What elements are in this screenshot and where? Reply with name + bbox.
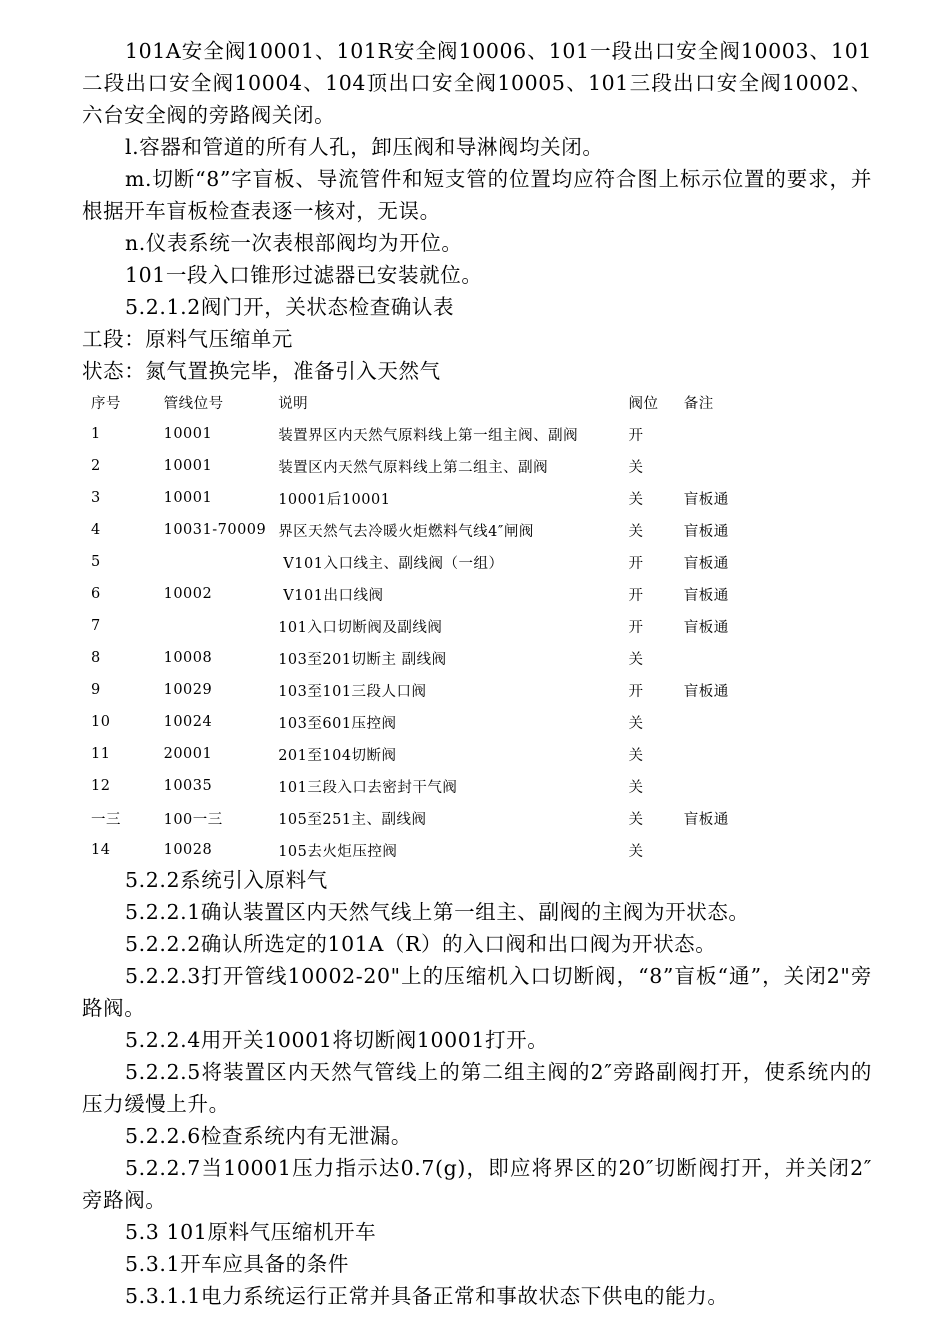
paragraph-5-2-2-4: 5.2.2.4用开关10001将切断阀10001打开。 [125,1028,549,1052]
table-row [82,578,782,610]
table-row [82,418,782,450]
cell-remark: 盲板通 [683,619,729,636]
cell-valve-position: 关 [628,491,644,508]
cell-remark [684,642,782,674]
cell-description: V101入口线主、副线阀（一组） [278,555,504,572]
cell-seq: 6 [91,586,101,602]
paragraph-5-3-1-1: 5.3.1.1电力系统运行正常并具备正常和事故状态下供电的能力。 [125,1284,729,1308]
cell-valve-position: 开 [628,427,644,444]
cell-seq: 8 [91,650,101,666]
cell-line-no: 20001 [163,746,213,762]
cell-line-no: 10002 [163,586,213,602]
cell-remark [684,834,782,866]
cell-description: 105至251主、副线阀 [278,811,427,828]
cell-remark: 盲板通 [683,523,729,540]
cell-valve-position: 关 [628,651,644,668]
table-row [82,642,782,674]
cell-valve-position: 开 [628,683,644,700]
paragraph-5-2-2-5: 5.2.2.5将装置区内天然气管线上的第二组主阀的2″旁路副阀打开，使系统内的压力缓慢上升。 [82,1060,872,1116]
cell-valve-position: 开 [628,555,644,572]
paragraph-safety-valves: 101A安全阀10001、101R安全阀10006、101一段出口安全阀10003、101二段出口安全阀10004、104顶出口安全阀10005、101三段出口安全阀10002、六台安全阀的旁路阀关闭。 [82,39,872,127]
table-row [82,482,782,514]
cell-seq: 3 [91,490,101,506]
cell-seq: 一三 [91,811,121,828]
cell-line-no: 10024 [163,714,213,730]
cell-description: 10001后10001 [278,491,391,508]
paragraph-5-2-2-1: 5.2.2.1确认装置区内天然气线上第一组主、副阀的主阀为开状态。 [125,900,750,924]
cell-valve-position: 关 [628,779,644,796]
table-row [82,450,782,482]
cell-line-no: 10008 [163,650,213,666]
cell-line-no: 10028 [163,842,213,858]
cell-seq: 11 [91,746,111,762]
cell-line-no: 10029 [163,682,213,698]
cell-description: 105去火炬压控阀 [278,843,398,860]
cell-seq: 14 [91,842,111,858]
cell-description: 界区天然气去冷暖火炬燃料气线4″闸阀 [278,523,534,540]
cell-remark [684,706,782,738]
table-header-row [82,386,782,418]
paragraph-filter: 101一段入口锥形过滤器已安装就位。 [125,263,483,287]
cell-seq: 9 [91,682,101,698]
cell-seq: 7 [91,618,101,634]
header-description: 说明 [278,395,309,412]
cell-line-no: 10001 [163,458,213,474]
section-heading-5-3: 5.3 101原料气压缩机开车 [125,1220,377,1244]
cell-valve-position: 关 [628,843,644,860]
cell-description: 装置区内天然气原料线上第二组主、副阀 [278,459,549,476]
header-remark: 备注 [683,395,714,412]
paragraph-5-2-2-3: 5.2.2.3打开管线10002-20"上的压缩机入口切断阀，“8”盲板“通”，关闭2"旁路阀。 [82,964,872,1020]
cell-remark: 盲板通 [683,811,729,828]
paragraph-item-l: l.容器和管道的所有人孔，卸压阀和导淋阀均关闭。 [125,135,604,159]
cell-line-no [164,610,279,642]
cell-valve-position: 关 [628,811,644,828]
cell-remark [684,738,782,770]
paragraph-5-2-2-6: 5.2.2.6检查系统内有无泄漏。 [125,1124,412,1148]
cell-valve-position: 开 [628,587,644,604]
table-row [82,514,782,546]
cell-seq: 2 [91,458,101,474]
cell-description: 103至601压控阀 [278,715,397,732]
status-label: 状态：氮气置换完毕，准备引入天然气 [82,359,441,383]
cell-line-no [164,546,279,578]
table-row [82,770,782,802]
cell-remark: 盲板通 [683,555,729,572]
paragraph-5-2-2-2: 5.2.2.2确认所选定的101A（R）的入口阀和出口阀为开状态。 [125,932,717,956]
section-heading-5-2-1-2: 5.2.1.2阀门开，关状态检查确认表 [125,295,455,319]
paragraph-item-n: n.仪表系统一次表根部阀均为开位。 [125,231,463,255]
section-heading-5-2-2: 5.2.2系统引入原料气 [125,868,328,892]
cell-line-no: 10031-70009 [163,522,267,538]
header-seq: 序号 [91,395,121,412]
table-row [82,674,782,706]
cell-description: 101三段入口去密封干气阀 [278,779,458,796]
cell-seq: 4 [91,522,101,538]
table-row [82,706,782,738]
cell-description: 101入口切断阀及副线阀 [278,619,443,636]
paragraph-item-m: m.切断“8”字盲板、导流管件和短支管的位置均应符合图上标示位置的要求，并根据开车盲板检查表逐一核对，无误。 [82,167,872,223]
cell-valve-position: 关 [628,523,644,540]
cell-line-no: 10001 [163,490,213,506]
table-row [82,738,782,770]
cell-seq: 10 [91,714,111,730]
cell-valve-position: 关 [628,459,644,476]
cell-remark [684,450,782,482]
cell-valve-position: 关 [628,747,644,764]
section-heading-5-3-1: 5.3.1开车应具备的条件 [125,1252,349,1276]
cell-description: 103至201切断主 副线阀 [278,651,447,668]
cell-seq: 5 [91,554,101,570]
section-unit-label: 工段：原料气压缩单元 [82,327,293,351]
cell-description: 201至104切断阀 [278,747,397,764]
cell-remark [684,770,782,802]
cell-description: 装置界区内天然气原料线上第一组主阀、副阀 [278,427,579,444]
cell-remark: 盲板通 [683,587,729,604]
cell-seq: 1 [91,426,101,442]
header-valve-position: 阀位 [628,395,659,412]
table-row [82,802,782,834]
paragraph-5-2-2-7: 5.2.2.7当10001压力指示达0.7(g)，即应将界区的20″切断阀打开，并关闭2″旁路阀。 [82,1156,872,1212]
cell-remark: 盲板通 [683,683,729,700]
cell-description: 103至101三段人口阀 [278,683,427,700]
cell-description: V101出口线阀 [278,587,384,604]
cell-valve-position: 关 [628,715,644,732]
header-line-no: 管线位号 [163,395,224,412]
table-row [82,610,782,642]
cell-remark [684,418,782,450]
cell-line-no: 10001 [163,426,213,442]
cell-valve-position: 开 [628,619,644,636]
valve-status-table [82,386,782,866]
cell-seq: 12 [91,778,111,794]
table-row [82,546,782,578]
cell-line-no: 10035 [163,778,213,794]
table-row [82,834,782,866]
cell-remark: 盲板通 [683,491,729,508]
cell-line-no: 100一三 [163,811,223,828]
